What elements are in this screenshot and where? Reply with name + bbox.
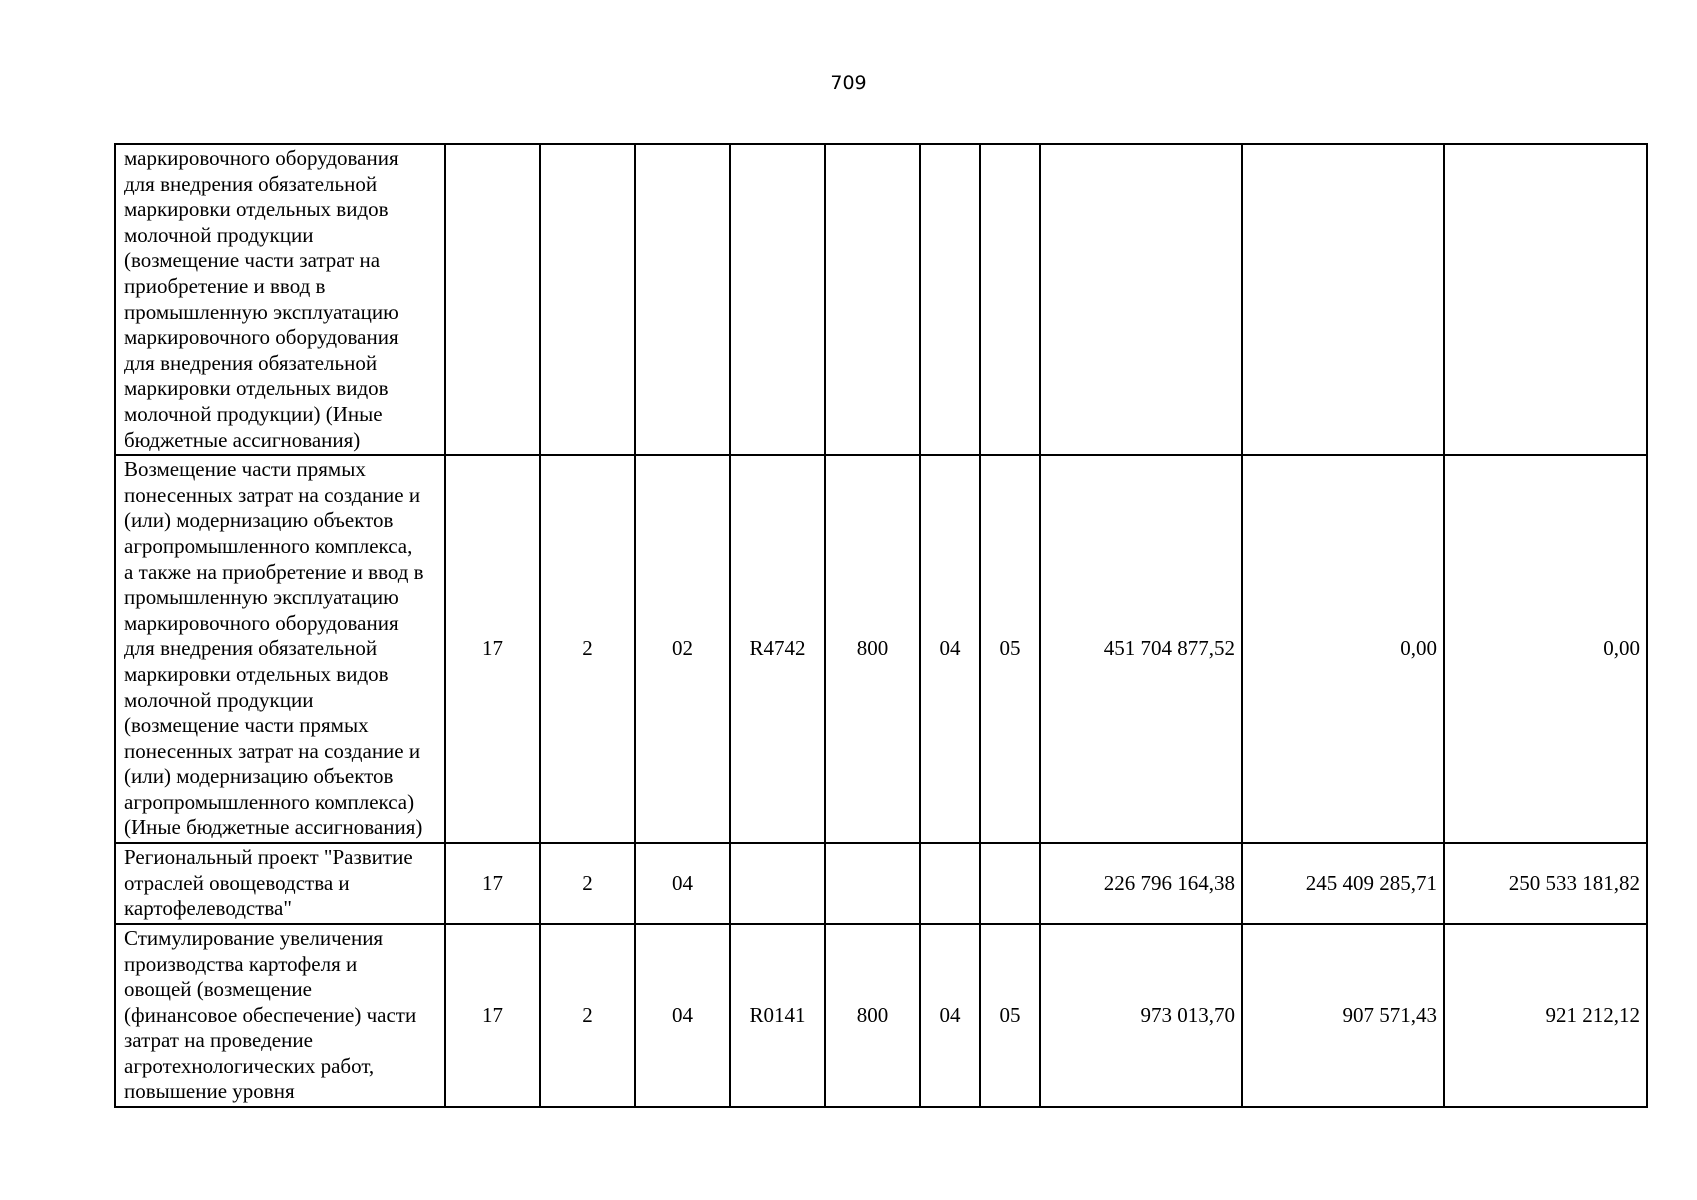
code-cell xyxy=(920,144,980,455)
code-cell: R4742 xyxy=(730,455,825,843)
code-cell xyxy=(730,843,825,924)
amount-cell xyxy=(1040,144,1242,455)
code-cell xyxy=(635,144,730,455)
row-description: Возмещение части прямых понесенных затрат на создание и (или) модернизацию объектов агропромышленного комплекса, а также на приобретение и ввод в промышленную эксплуатацию маркировочного оборудования для внедрения обязательной маркировки отдельных видов молочной продукции (возмещение части прямых понесенных затрат на создание и (или) модернизацию объектов агропромышленного комплекса) (Иные бюджетные ассигнования) xyxy=(115,455,445,843)
code-cell: 05 xyxy=(980,924,1040,1107)
code-cell xyxy=(980,144,1040,455)
code-cell: 2 xyxy=(540,455,635,843)
page-number: 709 xyxy=(830,72,867,94)
code-cell: 05 xyxy=(980,455,1040,843)
code-cell: 2 xyxy=(540,843,635,924)
code-cell: 04 xyxy=(635,843,730,924)
amount-cell: 451 704 877,52 xyxy=(1040,455,1242,843)
code-cell xyxy=(825,144,920,455)
budget-table xyxy=(114,143,1648,1108)
code-cell: 800 xyxy=(825,455,920,843)
code-cell: 2 xyxy=(540,924,635,1107)
code-cell xyxy=(825,843,920,924)
code-cell xyxy=(730,144,825,455)
row-description: маркировочного оборудования для внедрения обязательной маркировки отдельных видов молочной продукции (возмещение части затрат на приобретение и ввод в промышленную эксплуатацию маркировочного оборудования для внедрения обязательной маркировки отдельных видов молочной продукции) (Иные бюджетные ассигнования) xyxy=(115,144,445,455)
code-cell: 17 xyxy=(445,843,540,924)
amount-cell: 907 571,43 xyxy=(1242,924,1444,1107)
amount-cell: 250 533 181,82 xyxy=(1444,843,1647,924)
code-cell: 800 xyxy=(825,924,920,1107)
amount-cell: 226 796 164,38 xyxy=(1040,843,1242,924)
code-cell xyxy=(920,843,980,924)
code-cell xyxy=(540,144,635,455)
row-description: Стимулирование увеличения производства картофеля и овощей (возмещение (финансовое обеспечение) части затрат на проведение агротехнологических работ, повышение уровня xyxy=(115,924,445,1107)
table-row xyxy=(115,455,1647,843)
amount-cell: 0,00 xyxy=(1242,455,1444,843)
amount-cell xyxy=(1242,144,1444,455)
code-cell: 02 xyxy=(635,455,730,843)
amount-cell: 921 212,12 xyxy=(1444,924,1647,1107)
code-cell: 04 xyxy=(920,924,980,1107)
code-cell: R0141 xyxy=(730,924,825,1107)
table-row xyxy=(115,144,1647,455)
code-cell: 04 xyxy=(920,455,980,843)
amount-cell: 245 409 285,71 xyxy=(1242,843,1444,924)
code-cell: 04 xyxy=(635,924,730,1107)
table-row xyxy=(115,924,1647,1107)
code-cell xyxy=(980,843,1040,924)
code-cell: 17 xyxy=(445,924,540,1107)
row-description: Региональный проект "Развитие отраслей овощеводства и картофелеводства" xyxy=(115,843,445,924)
code-cell xyxy=(445,144,540,455)
table-row xyxy=(115,843,1647,924)
amount-cell: 973 013,70 xyxy=(1040,924,1242,1107)
amount-cell: 0,00 xyxy=(1444,455,1647,843)
amount-cell xyxy=(1444,144,1647,455)
code-cell: 17 xyxy=(445,455,540,843)
